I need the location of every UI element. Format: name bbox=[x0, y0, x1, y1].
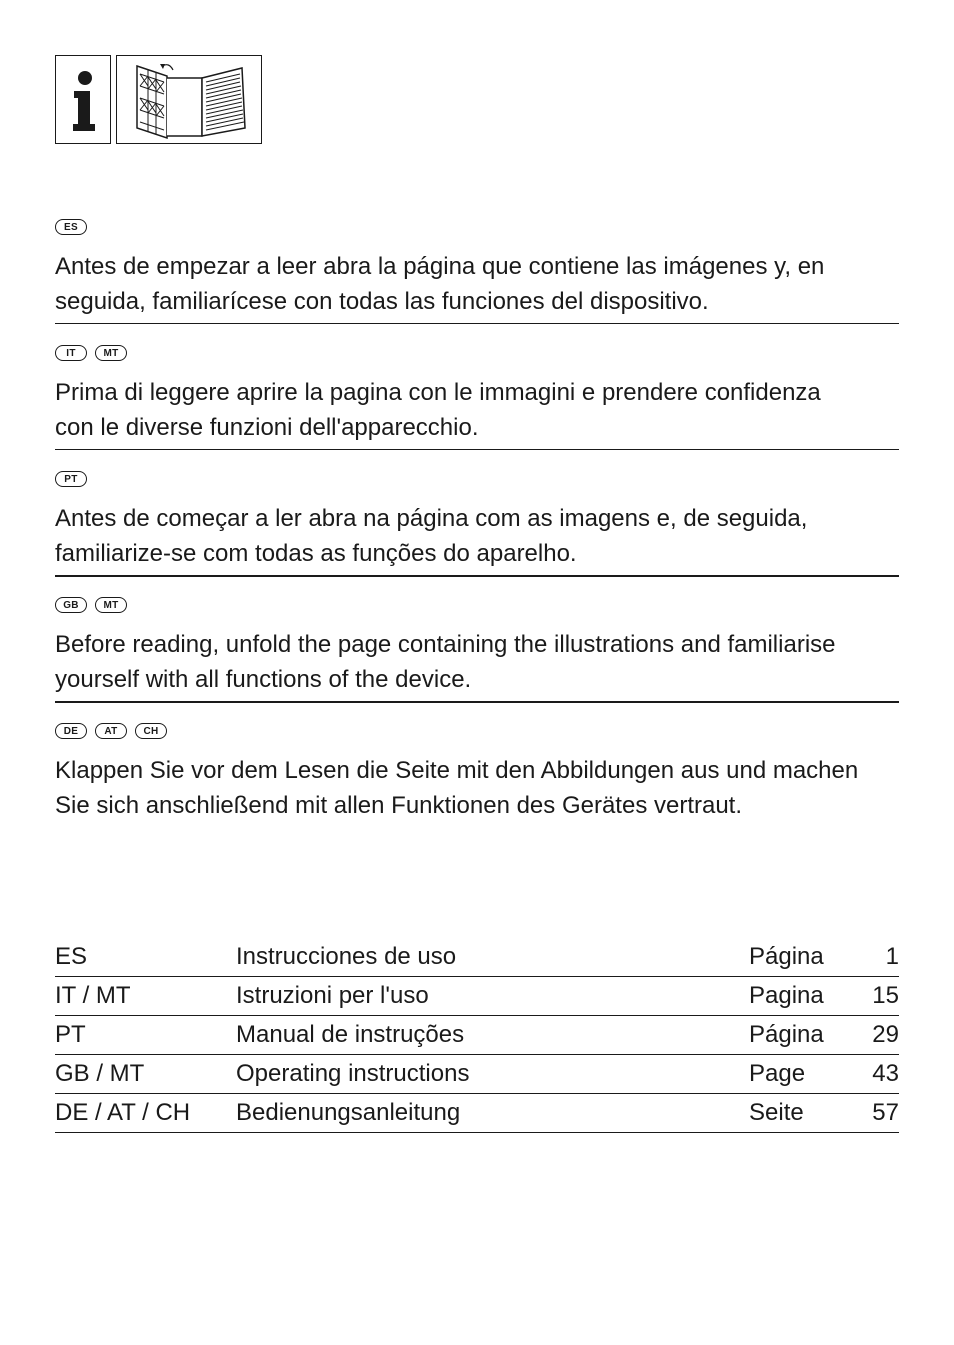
toc-language-code: PT bbox=[55, 1016, 236, 1055]
language-badge: CH bbox=[135, 723, 167, 739]
language-badges bbox=[55, 219, 899, 239]
section-text: Prima di leggere aprire la pagina con le immagini e prendere confidenza con le diverse funzioni dell'apparecchio. bbox=[55, 379, 821, 441]
language-badges bbox=[55, 345, 899, 365]
toc-page-word: Page bbox=[749, 1055, 839, 1094]
section-it-mt bbox=[55, 345, 899, 450]
toc-page-number: 57 bbox=[839, 1094, 899, 1133]
section-text: Antes de começar a ler abra na página com as imagens e, de seguida, familiarize-se com todas as funções do aparelho. bbox=[55, 505, 808, 567]
toc-title: Instrucciones de uso bbox=[236, 938, 749, 977]
language-badge: GB bbox=[55, 597, 87, 613]
language-badges bbox=[55, 597, 899, 617]
table-row[interactable] bbox=[55, 938, 899, 977]
toc-page-word: Pagina bbox=[749, 977, 839, 1016]
table-row[interactable] bbox=[55, 1055, 899, 1094]
language-badges bbox=[55, 471, 899, 491]
table-row[interactable] bbox=[55, 977, 899, 1016]
toc-page-number: 1 bbox=[839, 938, 899, 977]
language-badge: MT bbox=[95, 345, 127, 361]
language-badge: AT bbox=[95, 723, 127, 739]
toc-page-word: Seite bbox=[749, 1094, 839, 1133]
toc-page-number: 15 bbox=[839, 977, 899, 1016]
language-badge: IT bbox=[55, 345, 87, 361]
toc-language-code: IT / MT bbox=[55, 977, 236, 1016]
section-es bbox=[55, 219, 899, 324]
toc-title: Istruzioni per l'uso bbox=[236, 977, 749, 1016]
toc-title: Bedienungsanleitung bbox=[236, 1094, 749, 1133]
language-badges bbox=[55, 723, 899, 743]
section-de-at-ch bbox=[55, 723, 899, 827]
table-of-contents bbox=[55, 938, 899, 1133]
language-badge: DE bbox=[55, 723, 87, 739]
language-badge: PT bbox=[55, 471, 87, 487]
section-text: Before reading, unfold the page containing the illustrations and familiarise yourself with all functions of the device. bbox=[55, 631, 836, 693]
toc-language-code: DE / AT / CH bbox=[55, 1094, 236, 1133]
toc-page-word: Página bbox=[749, 1016, 839, 1055]
toc-page-number: 29 bbox=[839, 1016, 899, 1055]
section-text: Klappen Sie vor dem Lesen die Seite mit den Abbildungen aus und machen Sie sich anschließend mit allen Funktionen des Gerätes vertraut. bbox=[55, 757, 859, 819]
info-icon bbox=[55, 55, 111, 144]
unfold-page-icon bbox=[116, 55, 262, 144]
toc-page-word: Página bbox=[749, 938, 839, 977]
toc-title: Operating instructions bbox=[236, 1055, 749, 1094]
table-row[interactable] bbox=[55, 1016, 899, 1055]
toc-page-number: 43 bbox=[839, 1055, 899, 1094]
section-gb-mt bbox=[55, 597, 899, 703]
language-badge: ES bbox=[55, 219, 87, 235]
toc-language-code: GB / MT bbox=[55, 1055, 236, 1094]
table-row[interactable] bbox=[55, 1094, 899, 1133]
toc-language-code: ES bbox=[55, 938, 236, 977]
section-pt bbox=[55, 471, 899, 577]
language-badge: MT bbox=[95, 597, 127, 613]
toc-title: Manual de instruções bbox=[236, 1016, 749, 1055]
section-text: Antes de empezar a leer abra la página que contiene las imágenes y, en seguida, familiarícese con todas las funciones del dispositivo. bbox=[55, 253, 825, 315]
